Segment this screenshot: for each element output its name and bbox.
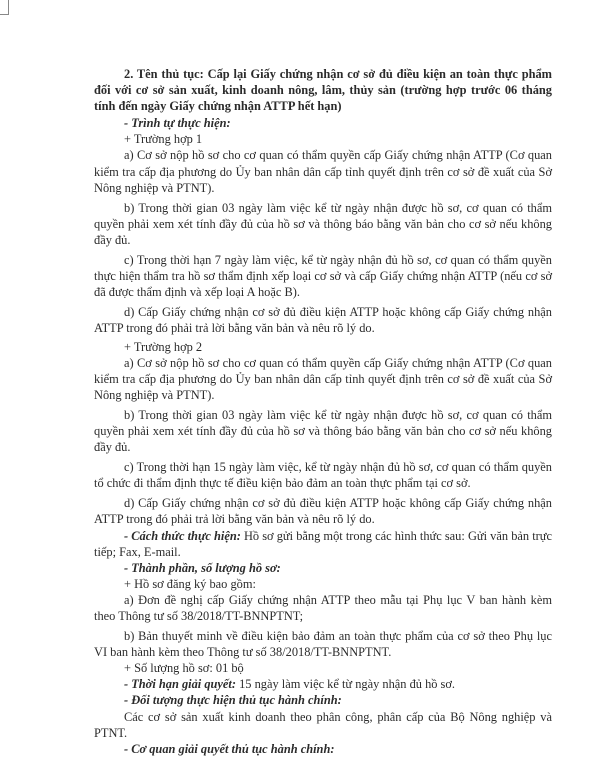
section-thanh-phan: - Thành phần, số lượng hồ sơ: bbox=[124, 560, 281, 575]
section-cach-thuc-label: - Cách thức thực hiện: bbox=[124, 528, 241, 543]
case-1-item-b: b) Trong thời gian 03 ngày làm việc kể từ ngày nhận được hồ sơ, cơ quan có thẩm quyền phải xem xét tính đầy đủ của hồ sơ và thông báo bằng văn bản cho cơ sở nếu không đầy đủ. bbox=[94, 200, 552, 247]
case-2-item-c: c) Trong thời hạn 15 ngày làm việc, kể từ ngày nhận đủ hồ sơ, cơ quan có thẩm quyền tổ chức đi thẩm định thực tế điều kiện bảo đảm an toàn thực phẩm tại cơ sở. bbox=[94, 460, 552, 491]
section-thoi-han bbox=[94, 676, 552, 692]
dossier-count: + Số lượng hồ sơ: 01 bộ bbox=[124, 661, 244, 676]
section-co-quan: - Cơ quan giải quyết thủ tục hành chính: bbox=[124, 741, 335, 756]
case-1-item-a: a) Cơ sở nộp hồ sơ cho cơ quan có thẩm quyền cấp Giấy chứng nhận ATTP (Cơ quan kiểm tra cấp địa phương do Ủy ban nhân dân cấp tỉnh quyết định trên cơ sở đề xuất của Sở Nông nghiệp và PTNT). bbox=[94, 148, 552, 195]
section-trinh-tu: - Trình tự thực hiện: bbox=[124, 116, 231, 131]
case-2-item-b: b) Trong thời gian 03 ngày làm việc kể từ ngày nhận được hồ sơ, cơ quan có thẩm quyền phải xem xét tính đầy đủ của hồ sơ và thông báo bằng văn bản cho cơ sở nếu không đầy đủ. bbox=[94, 407, 552, 455]
case-2-label: + Trường hợp 2 bbox=[124, 339, 203, 354]
document-page bbox=[94, 66, 552, 757]
section-cach-thuc-text: Hồ sơ gửi bằng một trong các hình thức sau: Gửi văn bản trực tiếp; Fax, E-mail. bbox=[94, 528, 552, 559]
case-1-item-c: c) Trong thời hạn 7 ngày làm việc, kể từ ngày nhận đủ hồ sơ, cơ quan có thẩm quyền thực hiện thẩm tra hồ sơ thẩm định xếp loại cơ sở và cấp Giấy chứng nhận ATTP (nếu cơ sở đã được thẩm định và xếp loại A hoặc B). bbox=[94, 253, 552, 300]
scan-corner-mark bbox=[0, 0, 9, 15]
case-2-item-a: a) Cơ sở nộp hồ sơ cho cơ quan có thẩm quyền cấp Giấy chứng nhận ATTP (Cơ quan kiểm tra cấp địa phương do Ủy ban nhân dân cấp tỉnh quyết định trên cơ sở đề xuất của Sở Nông nghiệp và PTNT). bbox=[94, 355, 552, 402]
dossier-item-b: b) Bản thuyết minh về điều kiện bảo đảm an toàn thực phẩm của cơ sở theo Phụ lục VI ban hành kèm theo Thông tư số 38/2018/TT-BNNPTNT. bbox=[94, 629, 552, 660]
section-thoi-han-text: 15 ngày làm việc kể từ ngày nhận đủ hồ sơ. bbox=[235, 677, 456, 692]
dossier-item-a: a) Đơn đề nghị cấp Giấy chứng nhận ATTP theo mẫu tại Phụ lục V ban hành kèm theo Thông tư số 38/2018/TT-BNNPTNT; bbox=[94, 592, 552, 623]
section-doi-tuong-text: Các cơ sở sản xuất kinh doanh theo phân công, phân cấp của Bộ Nông nghiệp và PTNT. bbox=[94, 709, 552, 740]
section-cach-thuc bbox=[94, 528, 552, 560]
case-1-item-d: d) Cấp Giấy chứng nhận cơ sở đủ điều kiện ATTP hoặc không cấp Giấy chứng nhận ATTP trong đó phải trả lời bằng văn bản và nêu rõ lý do. bbox=[94, 305, 552, 336]
section-thoi-han-label: - Thời hạn giải quyết: bbox=[124, 677, 236, 692]
case-1-label: + Trường hợp 1 bbox=[124, 132, 203, 147]
case-2-item-d: d) Cấp Giấy chứng nhận cơ sở đủ điều kiện ATTP hoặc không cấp Giấy chứng nhận ATTP trong đó phải trả lời bằng văn bản và nêu rõ lý do. bbox=[94, 496, 552, 527]
dossier-includes: + Hồ sơ đăng ký bao gồm: bbox=[124, 576, 256, 591]
section-doi-tuong: - Đối tượng thực hiện thủ tục hành chính: bbox=[124, 693, 342, 708]
procedure-title: 2. Tên thủ tục: Cấp lại Giấy chứng nhận cơ sở đủ điều kiện an toàn thực phẩm đối với cơ sở sản xuất, kinh doanh nông, lâm, thủy sản (trường hợp trước 06 tháng tính đến ngày Giấy chứng nhận ATTP hết hạn) bbox=[94, 67, 552, 114]
